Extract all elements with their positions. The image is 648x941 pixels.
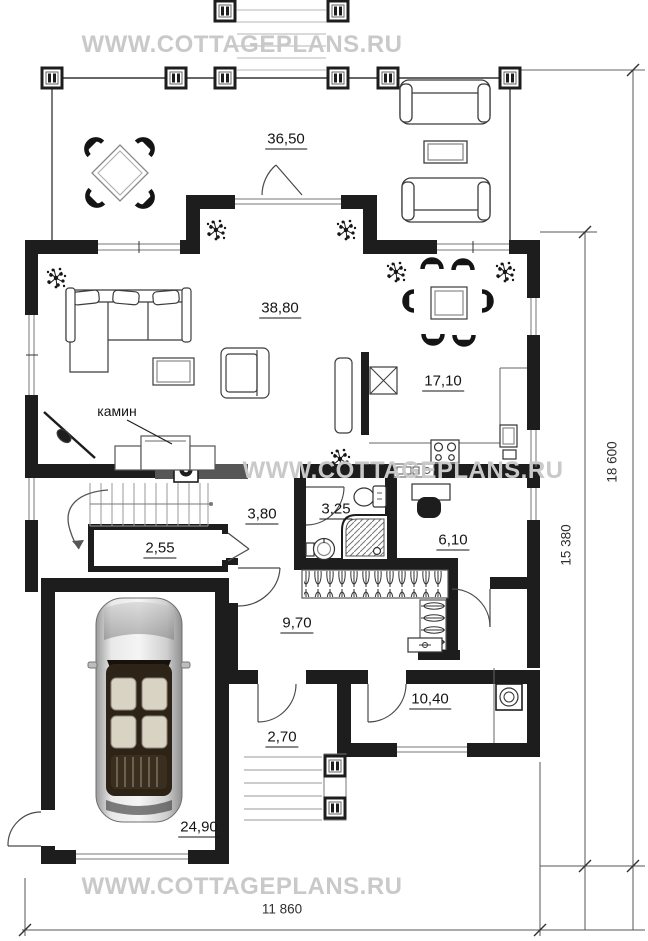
hall-sink	[408, 638, 442, 652]
study-furniture	[412, 484, 450, 518]
dimension-overall-width: 11 860	[261, 901, 303, 917]
area-label-utility: 10,40	[411, 690, 449, 708]
area-label-porch: 2,70	[267, 728, 297, 746]
area-label-storage: 2,55	[145, 539, 175, 557]
corner-tv	[44, 412, 95, 458]
living-room-furniture	[44, 288, 269, 470]
fireplace-label: камин	[97, 403, 137, 419]
porch-steps	[244, 757, 322, 820]
area-label-hall: 3,80	[247, 505, 277, 523]
desk-chair	[417, 497, 441, 518]
watermark-bottom: WWW.COTTAGEPLANS.RU	[81, 873, 403, 900]
plants	[47, 220, 515, 470]
area-label-kitchen: 17,10	[424, 372, 462, 390]
car-mirror-left	[88, 662, 97, 668]
dimension-house-depth: 15 380	[558, 524, 574, 566]
area-label-terrace: 36,50	[267, 130, 305, 148]
washing-machine	[496, 684, 522, 710]
watermark-middle: WWW.COTTAGEPLANS.RU	[242, 457, 564, 484]
car	[88, 598, 190, 822]
terrace-dining-set	[82, 135, 156, 210]
fridge	[500, 425, 517, 459]
shower	[342, 515, 388, 560]
porch-columns	[324, 754, 346, 820]
bathroom-sink	[306, 539, 335, 560]
area-label-hallway: 9,70	[282, 614, 312, 632]
car-mirror-right	[181, 662, 190, 668]
watermark-top: WWW.COTTAGEPLANS.RU	[81, 31, 403, 58]
area-label-living-room: 38,80	[261, 299, 299, 317]
kitchen-island	[370, 367, 397, 394]
fireplace	[115, 436, 215, 470]
terrace-sofas	[400, 80, 490, 222]
dimension-total-depth: 18 600	[604, 441, 620, 483]
area-label-bathroom: 3,25	[321, 500, 351, 518]
area-label-study: 6,10	[438, 531, 468, 549]
area-label-garage: 24,90	[180, 818, 218, 836]
stair-direction-arrow	[72, 540, 84, 549]
